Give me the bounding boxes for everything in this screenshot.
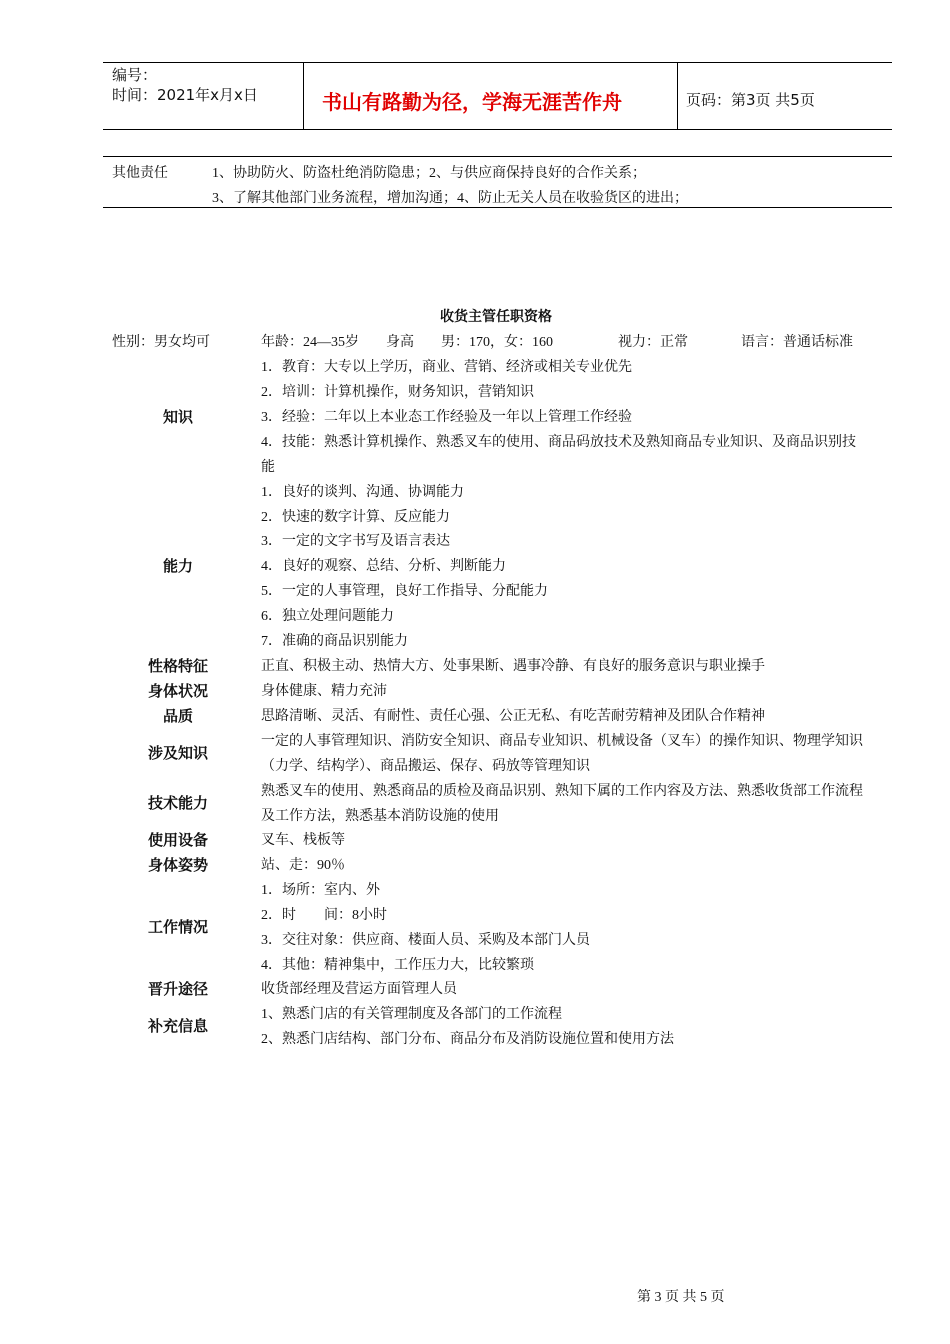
- work-conditions-item: 3．交往对象：供应商、楼面人员、采购及本部门人员: [261, 933, 590, 948]
- equipment-text: 叉车、栈板等: [261, 833, 345, 848]
- related-knowledge-line: （力学、结构学）、商品搬运、保存、码放等管理知识: [261, 759, 590, 774]
- knowledge-item: 1．教育：大专以上学历，商业、营销、经济或相关专业优先: [261, 360, 632, 375]
- technical-label: 技术能力: [147, 794, 208, 812]
- supplement-label: 补充信息: [147, 1017, 208, 1035]
- ability-item: 1．良好的谈判、沟通、协调能力: [261, 485, 464, 500]
- knowledge-item: 4．技能：熟悉计算机操作、熟悉叉车的使用、商品码放技术及熟知商品专业知识、及商品识别技: [261, 435, 856, 450]
- motto: 书山有路勤为径，学海无涯苦作舟: [322, 90, 622, 114]
- footer-page-number: 第 3 页 共 5 页: [637, 1290, 725, 1305]
- equipment-label: 使用设备: [147, 831, 208, 849]
- supplement-line: 1、熟悉门店的有关管理制度及各部门的工作流程: [261, 1007, 562, 1022]
- physical-text: 身体健康、精力充沛: [261, 684, 387, 699]
- knowledge-item: 能: [261, 460, 275, 475]
- ability-item: 4．良好的观察、总结、分析、判断能力: [261, 559, 506, 574]
- other-duties-line: 1、协助防火、防盗杜绝消防隐患；2、与供应商保持良好的合作关系；: [212, 166, 646, 181]
- related-knowledge-label: 涉及知识: [147, 744, 208, 762]
- physical-label: 身体状况: [147, 682, 208, 700]
- page-label: 页码：第3页 共5页: [686, 91, 815, 109]
- height: 男：170，女：160: [441, 335, 553, 350]
- posture-text: 站、走：90％: [261, 858, 345, 873]
- work-conditions-item: 1．场所：室内、外: [261, 883, 380, 898]
- posture-label: 身体姿势: [147, 856, 208, 874]
- ability-item: 3．一定的文字书写及语言表达: [261, 534, 450, 549]
- gender: 性别：男女均可: [112, 335, 210, 350]
- time-label: 时间：2021年x月x日: [112, 86, 258, 104]
- knowledge-label: 知识: [162, 408, 193, 426]
- knowledge-item: 3．经验：二年以上本业态工作经验及一年以上管理工作经验: [261, 410, 632, 425]
- ability-item: 5．一定的人事管理，良好工作指导、分配能力: [261, 584, 548, 599]
- personality-text: 正直、积极主动、热情大方、处事果断、遇事冷静、有良好的服务意识与职业操手: [261, 659, 765, 674]
- section-title: 收货主管任职资格: [440, 309, 552, 325]
- other-duties-line: 3、了解其他部门业务流程，增加沟通；4、防止无关人员在收验货区的进出；: [212, 191, 688, 206]
- height-label: 身高: [386, 335, 414, 350]
- technical-line: 及工作方法，熟悉基本消防设施的使用: [261, 809, 499, 824]
- quality-label: 品质: [162, 707, 193, 725]
- promotion-text: 收货部经理及营运方面管理人员: [261, 982, 457, 997]
- quality-text: 思路清晰、灵活、有耐性、责任心强、公正无私、有吃苦耐劳精神及团队合作精神: [261, 709, 765, 724]
- work-conditions-item: 2．时 间：8小时: [261, 908, 387, 923]
- supplement-line: 2、熟悉门店结构、部门分布、商品分布及消防设施位置和使用方法: [261, 1032, 674, 1047]
- age: 年龄：24—35岁: [261, 335, 359, 350]
- work-conditions-label: 工作情况: [147, 918, 208, 936]
- ability-item: 6．独立处理问题能力: [261, 609, 394, 624]
- promotion-label: 晋升途径: [147, 980, 208, 998]
- serial-label: 编号：: [112, 66, 158, 84]
- other-duties-label: 其他责任: [112, 166, 168, 181]
- personality-label: 性格特征: [147, 657, 208, 675]
- related-knowledge-line: 一定的人事管理知识、消防安全知识、商品专业知识、机械设备（叉车）的操作知识、物理学知识: [261, 734, 863, 749]
- vision: 视力：正常: [618, 335, 688, 350]
- ability-label: 能力: [162, 557, 193, 575]
- ability-item: 2．快速的数字计算、反应能力: [261, 510, 450, 525]
- language: 语言：普通话标准: [741, 335, 853, 350]
- work-conditions-item: 4．其他：精神集中，工作压力大，比较繁琐: [261, 958, 534, 973]
- ability-item: 7．准确的商品识别能力: [261, 634, 408, 649]
- technical-line: 熟悉叉车的使用、熟悉商品的质检及商品识别、熟知下属的工作内容及方法、熟悉收货部工作流程: [261, 784, 863, 799]
- knowledge-item: 2．培训：计算机操作，财务知识，营销知识: [261, 385, 534, 400]
